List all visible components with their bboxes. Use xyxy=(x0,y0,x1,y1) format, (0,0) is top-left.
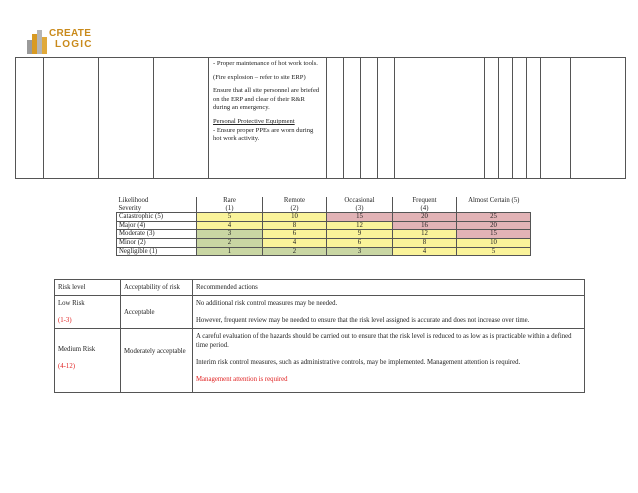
table-cell xyxy=(378,58,395,179)
control-item: Ensure that all site personnel are briefed on the ERP and clear of their R&R during an emergency. xyxy=(213,87,320,112)
risk-score-cell: 16 xyxy=(393,221,457,230)
logo-text-line2: LOGIC xyxy=(55,39,93,50)
control-measures-cell xyxy=(209,58,327,179)
table-cell xyxy=(327,58,344,179)
risk-assessment-table xyxy=(15,57,626,179)
likelihood-header xyxy=(457,197,531,213)
risk-level-table xyxy=(54,279,585,393)
risk-score-cell: 6 xyxy=(263,230,327,239)
logo-building-icon xyxy=(27,30,47,54)
risk-score-cell: 8 xyxy=(393,238,457,247)
control-item: (Fire explosion – refer to site ERP) xyxy=(213,73,306,81)
severity-label: Catastrophic (5) xyxy=(117,213,197,222)
risk-score-cell: 3 xyxy=(197,230,263,239)
action-text: Interim risk control measures, such as administrative controls, may be implemented. Management attention is required. xyxy=(196,359,521,366)
likelihood-name: Frequent xyxy=(412,197,437,204)
action-text: Management attention is required xyxy=(196,376,288,383)
risk-score-cell: 20 xyxy=(457,221,531,230)
action-text: However, frequent review may be needed to ensure that the risk level assigned is accurate and does not increase over time. xyxy=(196,317,530,324)
likelihood-name: Occasional xyxy=(344,197,375,204)
ppe-item: - Ensure proper PPEs are worn during hot work activity. xyxy=(213,126,314,143)
risk-score-cell: 1 xyxy=(197,247,263,256)
risk-score-cell: 5 xyxy=(457,247,531,256)
likelihood-label: Likelihood xyxy=(118,197,149,204)
risk-score-cell: 2 xyxy=(197,238,263,247)
table-cell xyxy=(527,58,541,179)
risk-score-cell: 4 xyxy=(393,247,457,256)
risk-score-cell: 12 xyxy=(327,221,393,230)
risk-level-range: (4-12) xyxy=(58,363,75,370)
severity-label: Negligible (1) xyxy=(117,247,197,256)
table-cell xyxy=(154,58,209,179)
table-cell xyxy=(16,58,44,179)
table-cell xyxy=(541,58,571,179)
likelihood-severity-label xyxy=(117,197,197,213)
risk-level-cell xyxy=(55,296,121,329)
table-cell xyxy=(485,58,499,179)
likelihood-header xyxy=(263,197,327,213)
risk-score-cell: 12 xyxy=(393,230,457,239)
actions-cell xyxy=(193,329,585,393)
control-item: - Proper maintenance of hot work tools. xyxy=(213,60,318,67)
likelihood-num: (2) xyxy=(290,204,299,212)
table-cell xyxy=(344,58,361,179)
likelihood-num: (1) xyxy=(225,204,234,212)
risk-matrix xyxy=(116,197,531,256)
table-cell xyxy=(99,58,154,179)
risk-score-cell: 20 xyxy=(393,213,457,222)
risk-score-cell: 15 xyxy=(457,230,531,239)
severity-label: Major (4) xyxy=(117,221,197,230)
likelihood-name: Rare xyxy=(223,197,236,204)
logo-text-line1: CREATE xyxy=(49,28,92,39)
likelihood-header xyxy=(327,197,393,213)
severity-label: Moderate (3) xyxy=(117,230,197,239)
table-cell xyxy=(44,58,99,179)
risk-level-cell xyxy=(55,329,121,393)
risk-score-cell: 10 xyxy=(457,238,531,247)
action-text: No additional risk control measures may be needed. xyxy=(196,300,338,307)
likelihood-header xyxy=(197,197,263,213)
risk-score-cell: 4 xyxy=(263,238,327,247)
table-cell xyxy=(395,58,485,179)
table-cell xyxy=(571,58,626,179)
likelihood-num: (3) xyxy=(355,204,364,212)
risk-level-range: (1-3) xyxy=(58,317,72,324)
column-header: Acceptability of risk xyxy=(121,280,193,296)
ppe-heading: Personal Protective Equipment xyxy=(213,117,295,125)
risk-score-cell: 4 xyxy=(197,221,263,230)
risk-score-cell: 15 xyxy=(327,213,393,222)
risk-score-cell: 2 xyxy=(263,247,327,256)
risk-level-name: Medium Risk xyxy=(58,346,96,353)
severity-label: Minor (2) xyxy=(117,238,197,247)
risk-score-cell: 8 xyxy=(263,221,327,230)
risk-score-cell: 9 xyxy=(327,230,393,239)
actions-cell xyxy=(193,296,585,329)
risk-score-cell: 25 xyxy=(457,213,531,222)
risk-score-cell: 6 xyxy=(327,238,393,247)
table-cell xyxy=(499,58,513,179)
severity-label: Severity xyxy=(118,204,142,212)
risk-score-cell: 5 xyxy=(197,213,263,222)
acceptability-cell: Moderately acceptable xyxy=(121,329,193,393)
risk-level-name: Low Risk xyxy=(58,300,85,307)
column-header: Risk level xyxy=(55,280,121,296)
acceptability-cell: Acceptable xyxy=(121,296,193,329)
column-header: Recommended actions xyxy=(193,280,585,296)
create-logic-logo xyxy=(27,28,97,54)
table-cell xyxy=(513,58,527,179)
table-cell xyxy=(361,58,378,179)
risk-score-cell: 10 xyxy=(263,213,327,222)
risk-score-cell: 3 xyxy=(327,247,393,256)
likelihood-header xyxy=(393,197,457,213)
likelihood-name: Remote xyxy=(283,197,306,204)
likelihood-num: (4) xyxy=(420,204,429,212)
likelihood-name: Almost Certain (5) xyxy=(468,197,520,204)
action-text: A careful evaluation of the hazards should be carried out to ensure that the risk level is reduced to as low as is practicable within a defined time period. xyxy=(196,333,572,349)
